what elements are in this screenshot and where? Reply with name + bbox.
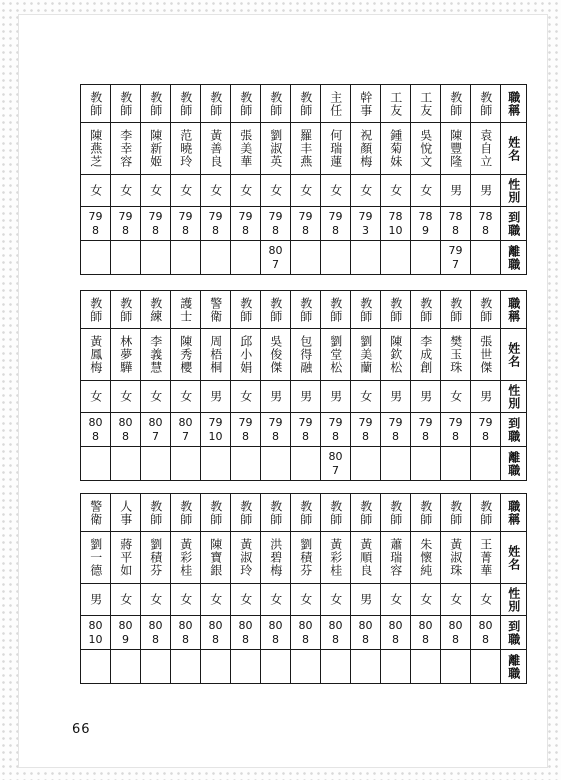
leave-cell <box>261 447 291 481</box>
staff-table-3 <box>80 493 527 684</box>
gender-header: 性別 <box>501 175 527 207</box>
arrive-cell: 79 8 <box>381 413 411 447</box>
gender-cell: 女 <box>441 584 471 616</box>
arrive-cell: 79 8 <box>141 207 171 241</box>
name-cell: 祝顏梅 <box>351 123 381 175</box>
leave-cell <box>471 241 501 275</box>
leave-cell <box>81 650 111 684</box>
arrive-cell: 79 8 <box>111 207 141 241</box>
name-cell: 林夢驊 <box>111 329 141 381</box>
job-row <box>81 85 527 123</box>
leave-cell <box>411 241 441 275</box>
name-cell: 陳秀櫻 <box>171 329 201 381</box>
gender-cell: 女 <box>171 584 201 616</box>
name-cell: 樊玉珠 <box>441 329 471 381</box>
job-cell: 教練 <box>141 291 171 329</box>
name-cell: 周梧桐 <box>201 329 231 381</box>
job-cell: 教師 <box>471 494 501 532</box>
arrive-header: 到職 <box>501 413 527 447</box>
name-cell: 陳寶銀 <box>201 532 231 584</box>
name-cell: 黃淑珠 <box>441 532 471 584</box>
gender-cell: 女 <box>231 584 261 616</box>
job-cell: 教師 <box>291 291 321 329</box>
job-cell: 警衛 <box>201 291 231 329</box>
name-cell: 劉美蘭 <box>351 329 381 381</box>
leave-cell <box>231 650 261 684</box>
gender-cell: 男 <box>471 175 501 207</box>
gender-cell: 男 <box>81 584 111 616</box>
job-cell: 教師 <box>381 494 411 532</box>
arrive-row <box>81 413 527 447</box>
job-cell: 教師 <box>291 85 321 123</box>
job-cell: 教師 <box>261 291 291 329</box>
name-cell: 黃彩桂 <box>171 532 201 584</box>
name-cell: 王菁華 <box>471 532 501 584</box>
job-header: 職稱 <box>501 85 527 123</box>
name-cell: 洪碧梅 <box>261 532 291 584</box>
name-cell: 羅丰燕 <box>291 123 321 175</box>
gender-cell: 女 <box>411 584 441 616</box>
leave-cell: 80 7 <box>321 447 351 481</box>
gender-cell: 女 <box>141 175 171 207</box>
gender-cell: 女 <box>261 175 291 207</box>
job-cell: 教師 <box>411 494 441 532</box>
gender-cell: 女 <box>171 381 201 413</box>
gender-cell: 女 <box>441 381 471 413</box>
job-cell: 教師 <box>81 85 111 123</box>
leave-cell <box>381 447 411 481</box>
leave-cell <box>381 241 411 275</box>
arrive-cell: 79 3 <box>351 207 381 241</box>
job-header: 職稱 <box>501 494 527 532</box>
arrive-cell: 79 8 <box>261 207 291 241</box>
gender-cell: 女 <box>321 584 351 616</box>
gender-cell: 女 <box>111 381 141 413</box>
arrive-cell: 80 8 <box>471 616 501 650</box>
job-cell: 教師 <box>111 85 141 123</box>
leave-row <box>81 447 527 481</box>
leave-header: 離職 <box>501 447 527 481</box>
arrive-row <box>81 616 527 650</box>
job-cell: 工友 <box>411 85 441 123</box>
leave-cell <box>351 241 381 275</box>
name-row <box>81 329 527 381</box>
gender-cell: 女 <box>81 175 111 207</box>
leave-cell <box>261 650 291 684</box>
job-cell: 教師 <box>261 85 291 123</box>
gender-cell: 女 <box>471 584 501 616</box>
gender-cell: 女 <box>231 175 261 207</box>
leave-cell <box>201 241 231 275</box>
leave-row <box>81 650 527 684</box>
name-cell: 黃善良 <box>201 123 231 175</box>
leave-cell <box>411 650 441 684</box>
name-cell: 陳欽松 <box>381 329 411 381</box>
arrive-cell: 79 8 <box>261 413 291 447</box>
job-cell: 主任 <box>321 85 351 123</box>
gender-cell: 男 <box>471 381 501 413</box>
job-cell: 教師 <box>471 85 501 123</box>
job-cell: 教師 <box>201 85 231 123</box>
page-number: 66 <box>72 722 91 737</box>
gender-cell: 女 <box>111 584 141 616</box>
arrive-cell: 79 8 <box>291 413 321 447</box>
name-cell: 何瑞蓮 <box>321 123 351 175</box>
job-cell: 教師 <box>171 494 201 532</box>
leave-cell <box>81 447 111 481</box>
arrive-header: 到職 <box>501 616 527 650</box>
arrive-cell: 80 8 <box>321 616 351 650</box>
arrive-cell: 80 8 <box>441 616 471 650</box>
leave-cell <box>201 447 231 481</box>
job-cell: 教師 <box>111 291 141 329</box>
arrive-cell: 78 8 <box>471 207 501 241</box>
leave-cell <box>171 241 201 275</box>
arrive-cell: 79 8 <box>441 413 471 447</box>
gender-cell: 女 <box>381 175 411 207</box>
job-cell: 教師 <box>441 494 471 532</box>
job-cell: 教師 <box>411 291 441 329</box>
gender-cell: 女 <box>141 584 171 616</box>
arrive-cell: 80 7 <box>141 413 171 447</box>
name-cell: 黃鳳梅 <box>81 329 111 381</box>
arrive-cell: 80 10 <box>81 616 111 650</box>
name-cell: 吳俊傑 <box>261 329 291 381</box>
gender-cell: 女 <box>261 584 291 616</box>
leave-cell <box>231 447 261 481</box>
arrive-cell: 79 8 <box>351 413 381 447</box>
arrive-cell: 80 8 <box>351 616 381 650</box>
leave-cell <box>381 650 411 684</box>
gender-header: 性別 <box>501 584 527 616</box>
name-cell: 范曉玲 <box>171 123 201 175</box>
gender-cell: 男 <box>411 381 441 413</box>
name-header: 姓名 <box>501 123 527 175</box>
gender-cell: 女 <box>381 584 411 616</box>
gender-cell: 女 <box>231 381 261 413</box>
gender-cell: 女 <box>291 175 321 207</box>
job-cell: 教師 <box>81 291 111 329</box>
gender-cell: 男 <box>441 175 471 207</box>
name-cell: 陳豐隆 <box>441 123 471 175</box>
gender-header: 性別 <box>501 381 527 413</box>
job-cell: 教師 <box>171 85 201 123</box>
leave-cell <box>111 241 141 275</box>
job-cell: 人事 <box>111 494 141 532</box>
job-cell: 教師 <box>321 494 351 532</box>
arrive-cell: 80 8 <box>381 616 411 650</box>
arrive-cell: 78 10 <box>381 207 411 241</box>
arrive-cell: 79 8 <box>81 207 111 241</box>
gender-cell: 女 <box>321 175 351 207</box>
staff-table-1 <box>80 84 527 275</box>
gender-cell: 女 <box>171 175 201 207</box>
leave-cell <box>321 650 351 684</box>
name-cell: 黃順良 <box>351 532 381 584</box>
name-row <box>81 532 527 584</box>
arrive-cell: 79 8 <box>231 207 261 241</box>
name-cell: 蔣平如 <box>111 532 141 584</box>
job-cell: 教師 <box>381 291 411 329</box>
job-cell: 護士 <box>171 291 201 329</box>
gender-cell: 男 <box>321 381 351 413</box>
leave-cell: 79 7 <box>441 241 471 275</box>
gender-row <box>81 381 527 413</box>
leave-cell <box>291 650 321 684</box>
job-cell: 幹事 <box>351 85 381 123</box>
arrive-cell: 80 8 <box>261 616 291 650</box>
leave-cell <box>171 650 201 684</box>
arrive-cell: 80 8 <box>141 616 171 650</box>
arrive-cell: 80 8 <box>411 616 441 650</box>
leave-cell <box>291 241 321 275</box>
name-cell: 邱小娟 <box>231 329 261 381</box>
arrive-cell: 80 8 <box>201 616 231 650</box>
job-cell: 教師 <box>141 85 171 123</box>
leave-cell <box>141 650 171 684</box>
gender-row <box>81 175 527 207</box>
leave-cell <box>201 650 231 684</box>
leave-cell <box>471 447 501 481</box>
job-cell: 教師 <box>441 85 471 123</box>
name-cell: 黃彩桂 <box>321 532 351 584</box>
arrive-cell: 80 8 <box>81 413 111 447</box>
gender-cell: 女 <box>201 584 231 616</box>
gender-cell: 男 <box>201 381 231 413</box>
arrive-cell: 80 7 <box>171 413 201 447</box>
name-cell: 劉淑英 <box>261 123 291 175</box>
leave-cell <box>141 447 171 481</box>
leave-cell <box>171 447 201 481</box>
name-row <box>81 123 527 175</box>
gender-cell: 女 <box>81 381 111 413</box>
name-cell: 袁自立 <box>471 123 501 175</box>
job-cell: 教師 <box>231 494 261 532</box>
job-cell: 教師 <box>201 494 231 532</box>
arrive-row <box>81 207 527 241</box>
staff-table-2 <box>80 290 527 481</box>
gender-cell: 女 <box>201 175 231 207</box>
job-cell: 教師 <box>351 494 381 532</box>
name-cell: 劉積芬 <box>291 532 321 584</box>
gender-cell: 男 <box>261 381 291 413</box>
job-cell: 警衛 <box>81 494 111 532</box>
job-cell: 教師 <box>471 291 501 329</box>
job-header: 職稱 <box>501 291 527 329</box>
job-cell: 教師 <box>321 291 351 329</box>
gender-cell: 男 <box>381 381 411 413</box>
job-cell: 教師 <box>231 291 261 329</box>
name-cell: 張世傑 <box>471 329 501 381</box>
name-cell: 朱懷純 <box>411 532 441 584</box>
leave-cell <box>141 241 171 275</box>
leave-cell <box>441 650 471 684</box>
leave-row <box>81 241 527 275</box>
leave-cell <box>111 650 141 684</box>
name-cell: 吳悅文 <box>411 123 441 175</box>
name-cell: 劉堂松 <box>321 329 351 381</box>
arrive-cell: 79 8 <box>411 413 441 447</box>
gender-cell: 男 <box>351 584 381 616</box>
job-cell: 教師 <box>291 494 321 532</box>
gender-cell: 女 <box>111 175 141 207</box>
arrive-header: 到職 <box>501 207 527 241</box>
job-cell: 教師 <box>261 494 291 532</box>
job-cell: 教師 <box>231 85 261 123</box>
job-row <box>81 291 527 329</box>
job-row <box>81 494 527 532</box>
leave-header: 離職 <box>501 241 527 275</box>
leave-cell <box>351 447 381 481</box>
arrive-cell: 79 8 <box>321 207 351 241</box>
arrive-cell: 79 8 <box>171 207 201 241</box>
name-header: 姓名 <box>501 329 527 381</box>
gender-cell: 女 <box>351 175 381 207</box>
arrive-cell: 79 10 <box>201 413 231 447</box>
leave-cell <box>471 650 501 684</box>
arrive-cell: 78 9 <box>411 207 441 241</box>
gender-cell: 女 <box>291 584 321 616</box>
arrive-cell: 80 8 <box>111 413 141 447</box>
name-cell: 李義慧 <box>141 329 171 381</box>
arrive-cell: 80 9 <box>111 616 141 650</box>
arrive-cell: 79 8 <box>291 207 321 241</box>
arrive-cell: 79 8 <box>231 413 261 447</box>
name-cell: 李幸容 <box>111 123 141 175</box>
leave-cell <box>81 241 111 275</box>
arrive-cell: 80 8 <box>171 616 201 650</box>
leave-cell: 80 7 <box>261 241 291 275</box>
name-cell: 張美華 <box>231 123 261 175</box>
gender-cell: 男 <box>291 381 321 413</box>
name-cell: 李成創 <box>411 329 441 381</box>
arrive-cell: 79 8 <box>471 413 501 447</box>
leave-cell <box>321 241 351 275</box>
name-cell: 鍾菊妹 <box>381 123 411 175</box>
arrive-cell: 80 8 <box>231 616 261 650</box>
arrive-cell: 78 8 <box>441 207 471 241</box>
arrive-cell: 79 8 <box>201 207 231 241</box>
leave-header: 離職 <box>501 650 527 684</box>
job-cell: 教師 <box>141 494 171 532</box>
leave-cell <box>441 447 471 481</box>
name-cell: 劉積芬 <box>141 532 171 584</box>
arrive-cell: 80 8 <box>291 616 321 650</box>
leave-cell <box>231 241 261 275</box>
name-cell: 陳燕芝 <box>81 123 111 175</box>
leave-cell <box>111 447 141 481</box>
leave-cell <box>411 447 441 481</box>
gender-row <box>81 584 527 616</box>
job-cell: 工友 <box>381 85 411 123</box>
leave-cell <box>291 447 321 481</box>
gender-cell: 女 <box>411 175 441 207</box>
name-header: 姓名 <box>501 532 527 584</box>
arrive-cell: 79 8 <box>321 413 351 447</box>
name-cell: 蕭瑞容 <box>381 532 411 584</box>
gender-cell: 女 <box>141 381 171 413</box>
gender-cell: 女 <box>351 381 381 413</box>
name-cell: 包得融 <box>291 329 321 381</box>
name-cell: 黃淑玲 <box>231 532 261 584</box>
job-cell: 教師 <box>351 291 381 329</box>
job-cell: 教師 <box>441 291 471 329</box>
name-cell: 陳新姬 <box>141 123 171 175</box>
name-cell: 劉一德 <box>81 532 111 584</box>
leave-cell <box>351 650 381 684</box>
